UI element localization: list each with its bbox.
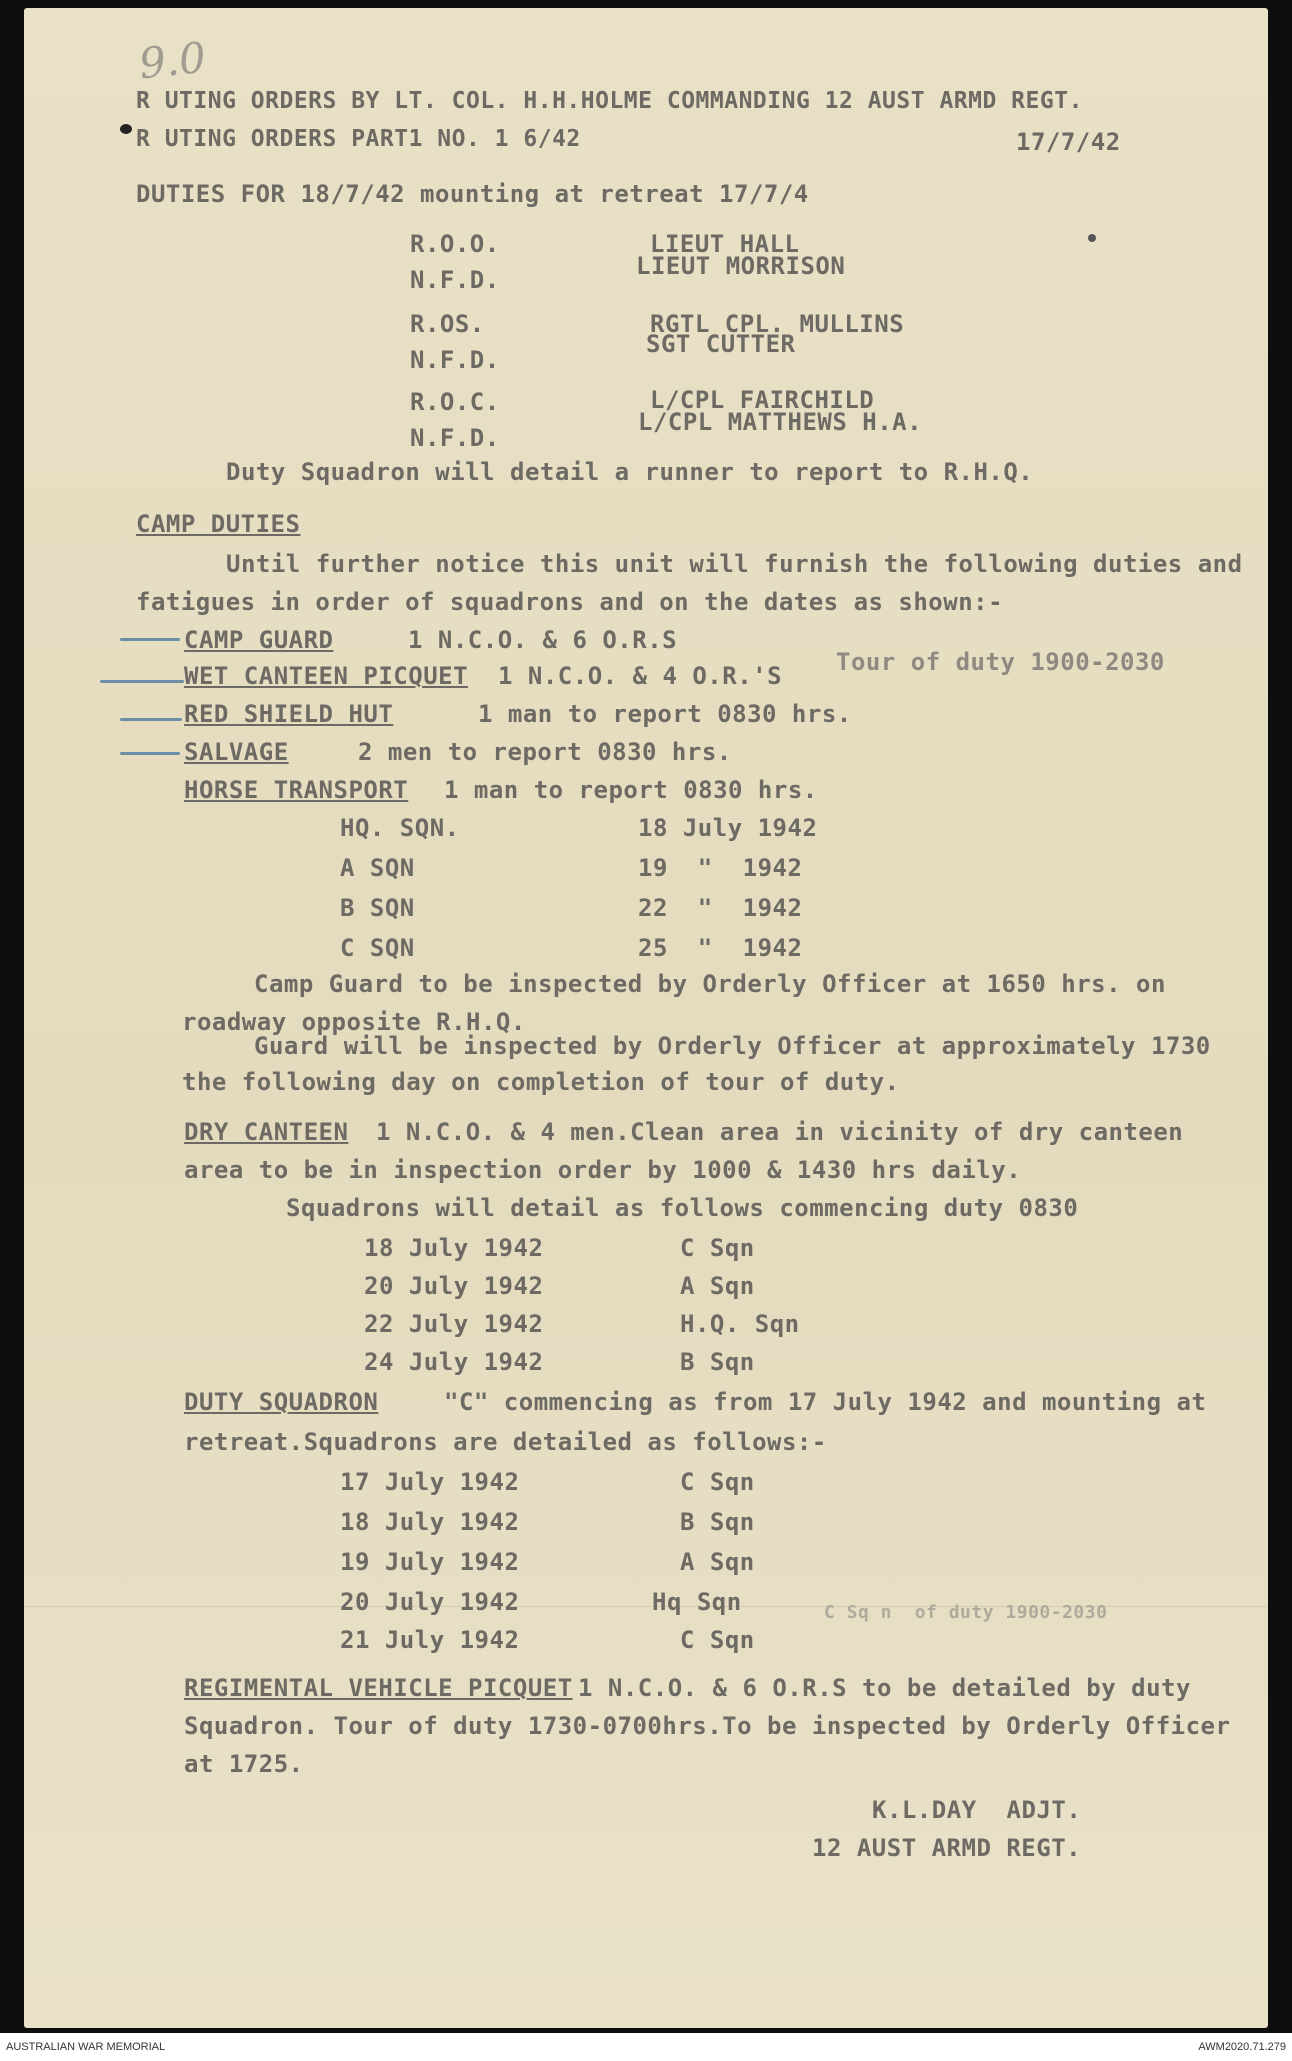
duty-squadron-sqn: Hq Sqn xyxy=(652,1588,742,1616)
duty-text: 1 N.C.O. & 6 O.R.S xyxy=(408,626,678,654)
duty-text: 1 man to report 0830 hrs. xyxy=(478,700,852,728)
camp-duties-intro: Until further notice this unit will furnish the following duties and xyxy=(226,550,1243,578)
duty-squadron-date: 17 July 1942 xyxy=(340,1468,520,1496)
roster-name: RGTL CPL. MULLINS xyxy=(650,310,905,338)
duty-squadron-date: 19 July 1942 xyxy=(340,1548,520,1576)
schedule-date: 22 " 1942 xyxy=(638,894,803,922)
duty-squadron-sqn: A Sqn xyxy=(680,1548,755,1576)
duty-squadron-sqn: C Sqn xyxy=(680,1626,755,1654)
schedule-date: 18 July 1942 xyxy=(638,814,818,842)
runner-line: Duty Squadron will detail a runner to report to R.H.Q. xyxy=(226,458,1034,486)
roster-name: LIEUT MORRISON xyxy=(636,252,846,280)
ink-speck-mark xyxy=(1088,234,1096,242)
roster-name: LIEUT HALL xyxy=(650,230,800,258)
dry-canteen-text: 1 N.C.O. & 4 men.Clean area in vicinity of dry canteen xyxy=(376,1118,1184,1146)
schedule-squadron: B SQN xyxy=(340,894,415,922)
guard-inspection-text: Guard will be inspected by Orderly Officer at approximately 1730 xyxy=(254,1032,1211,1060)
roster-name: L/CPL MATTHEWS H.A. xyxy=(638,408,923,436)
roster-role: R.OS. xyxy=(410,310,485,338)
guard-inspection-text: Camp Guard to be inspected by Orderly Officer at 1650 hrs. on xyxy=(254,970,1166,998)
dry-canteen-date: 24 July 1942 xyxy=(364,1348,544,1376)
schedule-squadron: HQ. SQN. xyxy=(340,814,460,842)
duty-squadron-date: 18 July 1942 xyxy=(340,1508,520,1536)
margin-pencil-mark xyxy=(120,718,182,721)
header-order-number: R UTING ORDERS PART1 NO. 1 6/42 xyxy=(136,126,581,152)
duty-label: SALVAGE xyxy=(184,738,289,766)
duty-label: WET CANTEEN PICQUET xyxy=(184,662,469,690)
footer-institution: AUSTRALIAN WAR MEMORIAL xyxy=(6,2041,166,2053)
margin-pencil-mark xyxy=(120,752,180,755)
duty-squadron-sqn: B Sqn xyxy=(680,1508,755,1536)
offset-print-note: C Sq n of duty 1900-2030 xyxy=(824,1602,1108,1623)
schedule-date: 19 " 1942 xyxy=(638,854,803,882)
schedule-squadron: C SQN xyxy=(340,934,415,962)
vehicle-picquet-text: Squadron. Tour of duty 1730-0700hrs.To be inspected by Orderly Officer xyxy=(184,1712,1231,1740)
schedule-squadron: A SQN xyxy=(340,854,415,882)
vehicle-picquet-text: at 1725. xyxy=(184,1750,304,1778)
duties-line: DUTIES FOR 18/7/42 mounting at retreat 17/7/4 xyxy=(136,180,809,208)
duty-text: 1 man to report 0830 hrs. xyxy=(444,776,818,804)
dry-canteen-sqn: B Sqn xyxy=(680,1348,755,1376)
dry-canteen-text: area to be in inspection order by 1000 & 1430 hrs daily. xyxy=(184,1156,1022,1184)
duty-squadron-date: 21 July 1942 xyxy=(340,1626,520,1654)
duty-squadron-text: "C" commencing as from 17 July 1942 and mounting at xyxy=(444,1388,1207,1416)
duty-note: Tour of duty 1900-2030 xyxy=(836,648,1165,676)
dry-canteen-date: 22 July 1942 xyxy=(364,1310,544,1338)
roster-name: SGT CUTTER xyxy=(646,330,796,358)
dry-canteen-sqn: A Sqn xyxy=(680,1272,755,1300)
roster-role: N.F.D. xyxy=(410,424,500,452)
header-date: 17/7/42 xyxy=(1016,128,1121,156)
duty-squadron-sqn: C Sqn xyxy=(680,1468,755,1496)
duty-label: CAMP GUARD xyxy=(184,626,334,654)
dry-canteen-sqn: H.Q. Sqn xyxy=(680,1310,800,1338)
duty-text: 2 men to report 0830 hrs. xyxy=(358,738,732,766)
duty-squadron-label: DUTY SQUADRON xyxy=(184,1388,379,1416)
roster-role: N.F.D. xyxy=(410,266,500,294)
header-title: R UTING ORDERS BY LT. COL. H.H.HOLME COMMANDING 12 AUST ARMD REGT. xyxy=(136,88,1083,114)
schedule-date: 25 " 1942 xyxy=(638,934,803,962)
handwritten-folio-number: 9.0 xyxy=(136,32,209,89)
guard-inspection-text: the following day on completion of tour of duty. xyxy=(182,1068,900,1096)
dry-canteen-date: 18 July 1942 xyxy=(364,1234,544,1262)
dry-canteen-label: DRY CANTEEN xyxy=(184,1118,349,1146)
footer-accession-number: AWM2020.71.279 xyxy=(1198,2041,1286,2053)
dry-canteen-text: Squadrons will detail as follows commencing duty 0830 xyxy=(286,1194,1079,1222)
signature-name: K.L.DAY ADJT. xyxy=(872,1796,1082,1824)
duty-squadron-date: 20 July 1942 xyxy=(340,1588,520,1616)
duty-squadron-text: retreat.Squadrons are detailed as follows:- xyxy=(184,1428,827,1456)
duty-label: HORSE TRANSPORT xyxy=(184,776,409,804)
roster-role: N.F.D. xyxy=(410,346,500,374)
margin-pencil-mark xyxy=(120,638,180,641)
signature-unit: 12 AUST ARMD REGT. xyxy=(812,1834,1082,1862)
duty-label: RED SHIELD HUT xyxy=(184,700,394,728)
roster-role: R.O.C. xyxy=(410,388,500,416)
document-page xyxy=(24,8,1268,2028)
dry-canteen-sqn: C Sqn xyxy=(680,1234,755,1262)
vehicle-picquet-text: 1 N.C.O. & 6 O.R.S to be detailed by duty xyxy=(578,1674,1191,1702)
camp-duties-intro: fatigues in order of squadrons and on the dates as shown:- xyxy=(136,588,1004,616)
vehicle-picquet-label: REGIMENTAL VEHICLE PICQUET xyxy=(184,1674,573,1702)
dry-canteen-date: 20 July 1942 xyxy=(364,1272,544,1300)
margin-pencil-mark xyxy=(100,680,184,683)
camp-duties-heading: CAMP DUTIES xyxy=(136,510,301,538)
roster-role: R.O.O. xyxy=(410,230,500,258)
guard-inspection-text: roadway opposite R.H.Q. xyxy=(182,1008,526,1036)
archive-footer xyxy=(0,2033,1292,2061)
duty-text: 1 N.C.O. & 4 O.R.'S xyxy=(498,662,783,690)
punch-hole-mark xyxy=(120,124,132,134)
roster-name: L/CPL FAIRCHILD xyxy=(650,386,875,414)
